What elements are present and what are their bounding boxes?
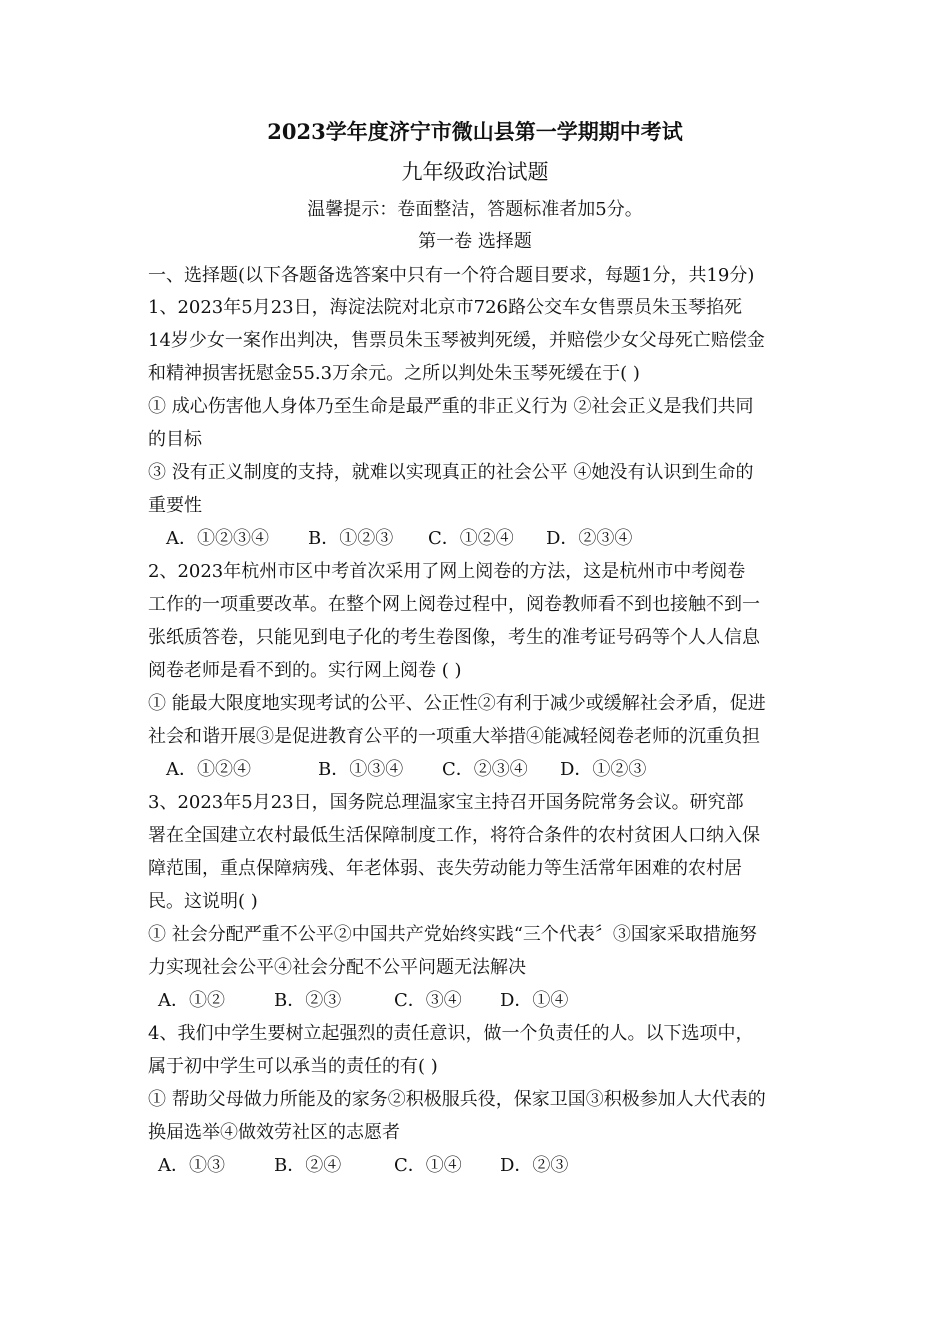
q2-statement-line: ① 能最大限度地实现考试的公平、公正性②有利于减少或缓解社会矛盾，促进 [148,693,766,714]
q2-stem-line: 张纸质答卷，只能见到电子化的考生卷图像，考生的准考证号码等个人人信息 [148,627,760,648]
q2-stem-line: 2、2023年杭州市区中考首次采用了网上阅卷的方法，这是杭州市中考阅卷 [148,561,746,582]
q2-stem-line: 阅卷老师是看不到的。实行网上阅卷 ( ) [148,660,462,681]
q1-statement-line: ③ 没有正义制度的支持，就难以实现真正的社会公平 ④她没有认识到生命的 [148,462,754,483]
q3-stem-line: 民。这说明( ) [148,891,258,912]
q1-option-d: D．②③④ [546,528,633,549]
q3-option-b: B．②③ [274,990,342,1011]
q4-stem-line: 属于初中学生可以承当的责任的有( ) [148,1056,438,1077]
q3-option-a: A．①② [158,990,225,1011]
q1-stem-line: 和精神损害抚慰金55.3万余元。之所以判处朱玉琴死缓在于( ) [148,363,640,384]
q2-option-b: B．①③④ [318,759,404,780]
q3-statement-line: ① 社会分配严重不公平②中国共产党始终实践“三个代表〞③国家采取措施努 [148,924,757,945]
q4-stem-line: 4、我们中学生要树立起强烈的责任意识，做一个负责任的人。以下选项中， [148,1023,754,1044]
section-heading: 第一卷 选择题 [418,231,532,252]
q4-option-a: A．①③ [158,1155,225,1176]
q3-stem-line: 障范围，重点保障病残、年老体弱、丧失劳动能力等生活常年困难的农村居 [148,858,742,879]
exam-title: 2023学年度济宁市微山县第一学期期中考试 [267,119,683,144]
warm-tip: 温馨提示：卷面整洁，答题标准者加5分。 [307,199,643,220]
q4-statement-line: ① 帮助父母做力所能及的家务②积极服兵役，保家卫国③积极参加人大代表的 [148,1089,766,1110]
q2-option-c: C．②③④ [442,759,528,780]
q1-statement-line: 的目标 [148,429,202,450]
q4-statement-line: 换届选举④做效劳社区的志愿者 [148,1122,400,1143]
exam-subtitle: 九年级政治试题 [401,160,549,184]
section-instruction: 一、选择题(以下各题备选答案中只有一个符合题目要求，每题1分，共19分) [148,265,755,286]
q4-option-d: D．②③ [500,1155,569,1176]
q3-stem-line: 3、2023年5月23日，国务院总理温家宝主持召开国务院常务会议。研究部 [148,792,744,813]
q4-option-b: B．②④ [274,1155,342,1176]
q2-stem-line: 工作的一项重要改革。在整个网上阅卷过程中，阅卷教师看不到也接触不到一 [148,594,760,615]
q4-option-c: C．①④ [394,1155,462,1176]
q1-option-a: A．①②③④ [166,528,269,549]
q3-statement-line: 力实现社会公平④社会分配不公平问题无法解决 [148,957,526,978]
q3-stem-line: 署在全国建立农村最低生活保障制度工作，将符合条件的农村贫困人口纳入保 [148,825,760,846]
q2-option-d: D．①②③ [560,759,647,780]
q1-statement-line: 重要性 [148,495,202,516]
q3-option-d: D．①④ [500,990,569,1011]
q1-option-b: B．①②③ [308,528,394,549]
q1-option-c: C．①②④ [428,528,514,549]
q2-option-a: A．①②④ [166,759,251,780]
q1-statement-line: ① 成心伤害他人身体乃至生命是最严重的非正义行为 ②社会正义是我们共同 [148,396,754,417]
q1-stem-line: 1、2023年5月23日，海淀法院对北京市726路公交车女售票员朱玉琴掐死 [148,297,742,318]
q2-statement-line: 社会和谐开展③是促进教育公平的一项重大举措④能减轻阅卷老师的沉重负担 [148,726,760,747]
q3-option-c: C．③④ [394,990,462,1011]
q1-stem-line: 14岁少女一案作出判决，售票员朱玉琴被判死缓，并赔偿少女父母死亡赔偿金 [148,330,765,351]
